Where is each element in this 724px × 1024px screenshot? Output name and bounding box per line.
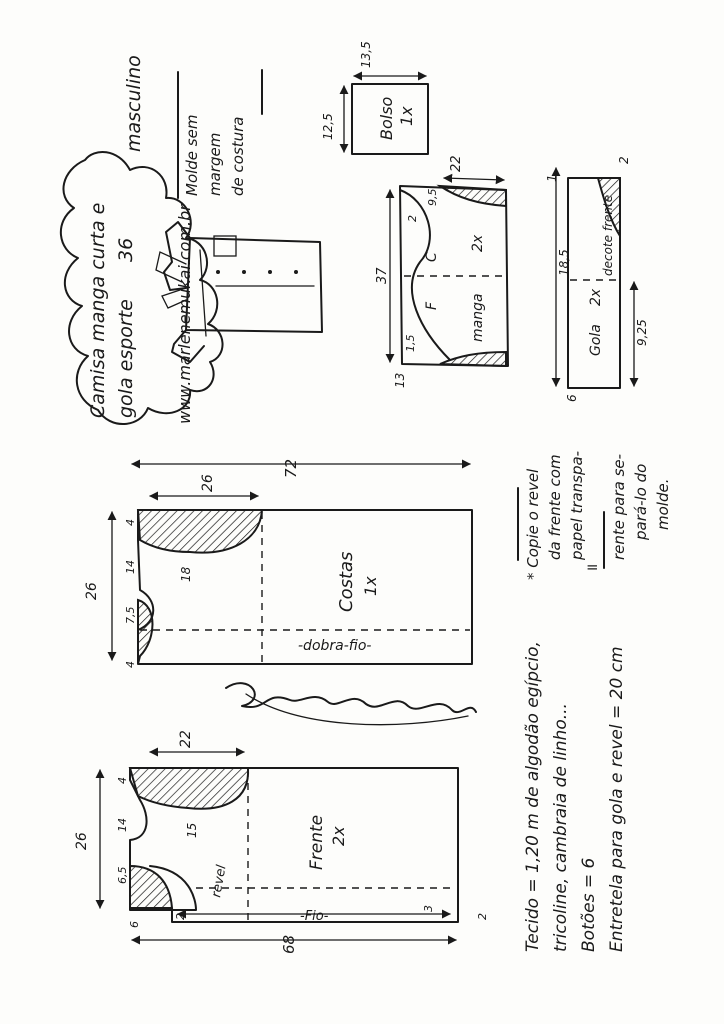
frente-d6: 6 [128, 921, 141, 928]
costas-width: 26 [84, 582, 100, 600]
manga-low: 1,5 [404, 334, 417, 352]
note-line2: margem [206, 132, 224, 196]
manga-piece [375, 155, 508, 388]
gola-piece [545, 156, 649, 402]
costas-fold: -dobra-fio- [298, 638, 372, 654]
manga-hem: 13 [393, 372, 407, 388]
gola-end: 2 [617, 156, 631, 164]
copy5: pará-lo do [632, 463, 650, 540]
costas-qty: 1x [361, 576, 380, 596]
bolso-piece [321, 41, 428, 154]
manga-f: F [424, 301, 440, 310]
frente-d65: 6,5 [116, 866, 129, 884]
title-cloud [61, 55, 223, 424]
gola-e6: 6 [565, 394, 579, 402]
manga-side: 2 [406, 215, 419, 222]
note-line1: Molde sem [183, 114, 201, 196]
costas-d75: 7,5 [124, 606, 137, 624]
manga-c: C [424, 252, 440, 262]
copy6: molde. [654, 478, 672, 530]
frente-qty: 2x [329, 826, 348, 846]
frente-grain: -Fio- [300, 909, 329, 924]
ditto-mark: = [586, 558, 599, 576]
frente-d2: 2 [174, 913, 187, 920]
costas-d14: 14 [124, 560, 137, 574]
note-interfacing: Entretela para gola e revel = 20 cm [607, 646, 627, 952]
copy4: rente para se- [610, 453, 628, 560]
frente-piece [74, 730, 489, 954]
frente-d4: 4 [116, 777, 129, 784]
costas-piece [84, 459, 472, 668]
costas-shoulder: 26 [200, 474, 216, 492]
website-text: www.marlenemukai.com.br [175, 204, 194, 424]
manga-cap: 9,5 [426, 188, 439, 206]
bolso-w: 12,5 [321, 113, 335, 140]
copy3: papel transpa- [568, 450, 586, 560]
gola-seg: 9,25 [635, 319, 649, 346]
frente-shoulder: 22 [178, 730, 194, 748]
frente-d2b: 2 [476, 913, 489, 920]
frente-width: 26 [74, 832, 90, 850]
note-line3: de costura [229, 116, 247, 196]
frente-d14: 14 [116, 818, 129, 832]
copy2: da frente com [546, 454, 564, 560]
gola-note: decote frente [601, 194, 615, 276]
title-line2: gola esporte [115, 299, 137, 418]
manga-top: 22 [449, 155, 464, 172]
bolso-h: 13,5 [359, 41, 373, 68]
costas-name: Costas [336, 551, 357, 612]
no-seam-note [178, 70, 262, 198]
title-size: 36 [115, 237, 137, 262]
gola-qty: 2x [588, 288, 604, 306]
signature [226, 683, 476, 725]
manga-qty: 2x [470, 234, 486, 252]
costas-d4b: 4 [124, 661, 137, 668]
frente-name: Frente [307, 814, 327, 870]
note-buttons: Botões = 6 [579, 857, 599, 952]
costas-length: 72 [282, 458, 300, 478]
manga-width: 37 [375, 267, 390, 284]
bolso-qty: 1x [397, 106, 416, 126]
manga-name: manga [470, 293, 486, 342]
frente-arm: 15 [185, 822, 199, 838]
costas-arm: 18 [179, 566, 193, 582]
frente-length: 68 [280, 934, 298, 954]
gola-name: Gola [588, 324, 604, 356]
gola-length: 18,5 [557, 249, 571, 276]
costas-d4a: 4 [124, 519, 137, 526]
note-fabric2: tricoline, cambraia de linho... [551, 703, 571, 952]
frente-revel: revel [209, 863, 230, 899]
title-line1: Camisa manga curta e [87, 202, 109, 418]
copy-notes [518, 451, 672, 580]
copy1: * Copie o revel [524, 468, 542, 580]
note-fabric: Tecido = 1,20 m de algodão egípcio, [523, 641, 543, 952]
title-gender: masculino [123, 55, 145, 152]
fabric-notes [523, 641, 627, 952]
bolso-name: Bolso [377, 96, 396, 140]
gola-e1: 1 [545, 174, 559, 182]
frente-d3: 3 [422, 905, 435, 912]
